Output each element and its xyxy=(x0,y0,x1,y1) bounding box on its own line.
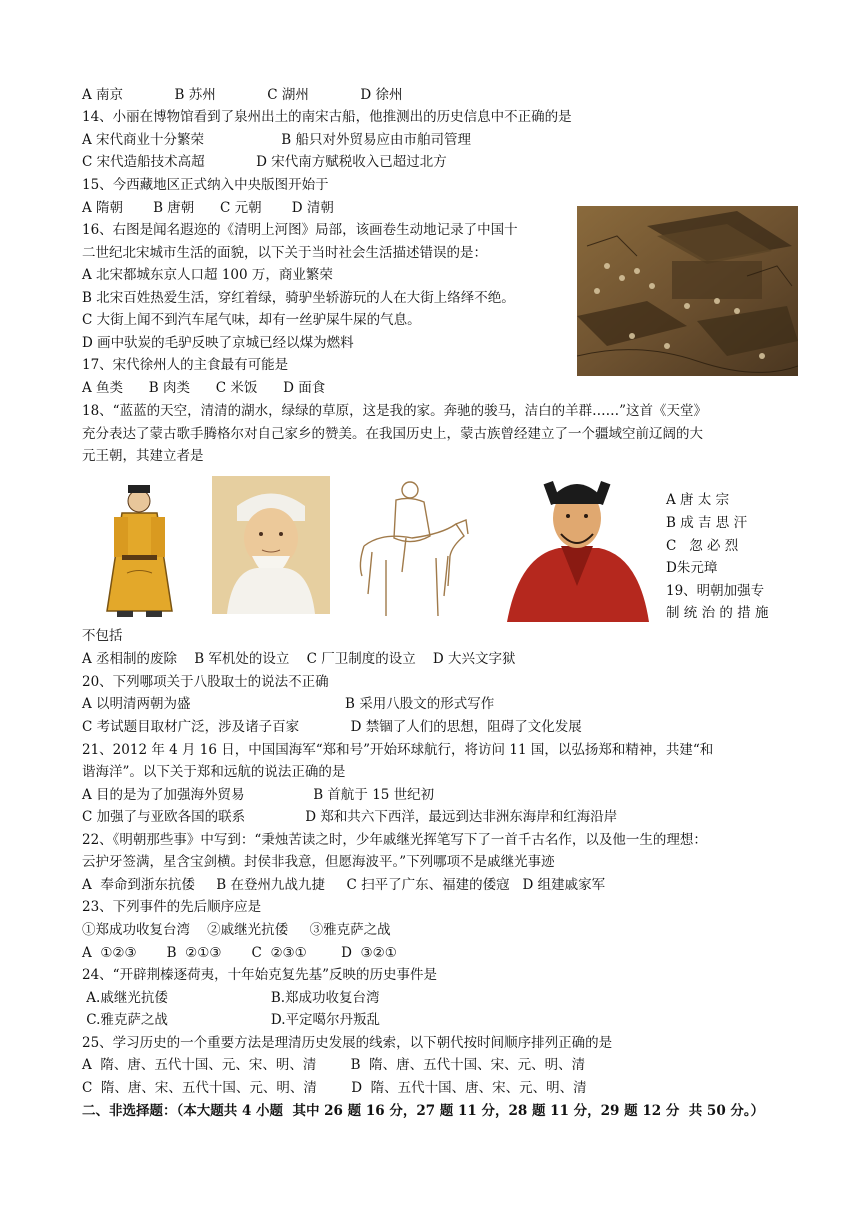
q25-stem: 25、学习历史的一个重要方法是理清历史发展的线索，以下朝代按时间顺序排列正确的是 xyxy=(82,1035,613,1051)
q23-stem: 23、下列事件的先后顺序应是 xyxy=(82,899,262,915)
q25-options-ab: A 隋、唐、五代十国、元、宋、明、清 B 隋、唐、五代十国、宋、元、明、清 xyxy=(82,1057,586,1073)
q21-options-ab: A 目的是为了加强海外贸易 B 首航于 15 世纪初 xyxy=(82,787,435,803)
q17-options: A 鱼类 B 肉类 C 米饭 D 面食 xyxy=(82,380,326,396)
q21-stem-2: 谐海洋”。以下关于郑和远航的说法正确的是 xyxy=(82,764,346,780)
q16-stem-2: 二世纪北宋城市生活的面貌，以下关于当时社会生活描述错误的是： xyxy=(82,245,487,261)
q16-stem-1: 16、右图是闻名遐迩的《清明上河图》局部，该画卷生动地记录了中国十 xyxy=(82,222,518,238)
section-two-heading: 二、非选择题：（本大题共 4 小题 其中 26 题 16 分，27 题 11 分，28 题 11 分，29 题 12 分 共 50 分。） xyxy=(82,1103,765,1119)
q13-options: A 南京 B 苏州 C 湖州 D 徐州 xyxy=(82,87,403,103)
q20-stem: 20、下列哪项关于八股取士的说法不正确 xyxy=(82,674,329,690)
q20-options-ab: A 以明清两朝为盛 B 采用八股文的形式写作 xyxy=(82,696,495,712)
q20-options-cd: C 考试题目取材广泛，涉及诸子百家 D 禁锢了人们的思想，阻碍了文化发展 xyxy=(82,719,582,735)
qingming-painting-image xyxy=(577,206,798,376)
q14-stem: 14、小丽在博物馆看到了泉州出土的南宋古船，他推测出的历史信息中不正确的是 xyxy=(82,109,572,125)
q18-stem-2: 充分表达了蒙古歌手腾格尔对自己家乡的赞美。在我国历史上，蒙古族曾经建立了一个疆域空前辽阔的大 xyxy=(82,426,703,442)
q16-option-d: D 画中驮炭的毛驴反映了京城已经以煤为燃料 xyxy=(82,335,354,351)
q15-stem: 15、今西藏地区正式纳入中央版图开始于 xyxy=(82,177,329,193)
q21-options-cd: C 加强了与亚欧各国的联系 D 郑和共六下西洋，最远到达非洲东海岸和红海沿岸 xyxy=(82,809,618,825)
q24-options-ab: A.戚继光抗倭 B.郑成功收复台湾 xyxy=(82,990,380,1006)
q14-options-cd: C 宋代造船技术高超 D 宋代南方赋税收入已超过北方 xyxy=(82,154,447,170)
q24-stem: 24、“开辟荆榛逐荷夷，十年始克复先基”反映的历史事件是 xyxy=(82,967,437,983)
q22-stem-2: 云护牙签满，星含宝剑横。封侯非我意，但愿海波平。”下列哪项不是戚继光事迹 xyxy=(82,854,555,870)
q18-stem-3: 元王朝，其建立者是 xyxy=(82,448,204,464)
q24-options-cd: C.雅克萨之战 D.平定噶尔丹叛乱 xyxy=(82,1012,381,1028)
q19-stem-1: 19、明朝加强专 xyxy=(666,583,765,599)
q19-stem-2: 制 统 治 的 措 施 xyxy=(666,605,769,621)
q16-option-a: A 北宋都城东京人口超 100 万，商业繁荣 xyxy=(82,267,333,283)
q16-option-b: B 北宋百姓热爱生活，穿红着绿，骑驴坐轿游玩的人在大街上络绎不绝。 xyxy=(82,290,515,306)
genghis-khan-portrait-image xyxy=(212,476,330,614)
q23-events: ①郑成功收复台湾 ②戚继光抗倭 ③雅克萨之战 xyxy=(82,922,391,938)
q22-options: A 奉命到浙东抗倭 B 在登州九战九捷 C 扫平了广东、福建的倭寇 D 组建戚家军 xyxy=(82,877,606,893)
q25-options-cd: C 隋、唐、宋、五代十国、元、明、清 D 隋、五代十国、唐、宋、元、明、清 xyxy=(82,1080,587,1096)
q22-stem-1: 22、《明朝那些事》中写到：“秉烛苦读之时，少年戚继光挥笔写下了一首千古名作，以及他一生的理想： xyxy=(82,832,707,848)
q19-stem-3: 不包括 xyxy=(82,628,123,644)
emperor-yellow-robe-image xyxy=(92,473,187,623)
q23-options: A ①②③ B ②①③ C ②③① D ③②① xyxy=(82,945,397,961)
horse-rider-drawing-image xyxy=(352,476,472,622)
q21-stem-1: 21、2012 年 4 月 16 日，中国国海军“郑和号”开始环球航行，将访问 11 国，以弘扬郑和精神，共建“和 xyxy=(82,742,714,758)
q14-options-ab: A 宋代商业十分繁荣 B 船只对外贸易应由市舶司管理 xyxy=(82,132,471,148)
q18-stem-1: 18、“蓝蓝的天空，清清的湖水，绿绿的草原，这是我的家。奔驰的骏马，洁白的羊群……”这首《天堂》 xyxy=(82,403,707,419)
q18-option-d: D朱元璋 xyxy=(666,560,718,576)
q18-option-b: B 成 吉 思 汗 xyxy=(666,515,748,531)
q17-stem: 17、宋代徐州人的主食最有可能是 xyxy=(82,357,289,373)
q18-option-c: C 忽 必 烈 xyxy=(666,538,739,554)
emperor-red-robe-image xyxy=(499,476,655,622)
q19-options: A 丞相制的废除 B 军机处的设立 C 厂卫制度的设立 D 大兴文字狱 xyxy=(82,651,516,667)
q18-option-a: A 唐 太 宗 xyxy=(666,492,730,508)
q15-options: A 隋朝 B 唐朝 C 元朝 D 清朝 xyxy=(82,200,334,216)
q16-option-c: C 大街上闻不到汽车尾气味，却有一丝驴屎牛屎的气息。 xyxy=(82,312,421,328)
